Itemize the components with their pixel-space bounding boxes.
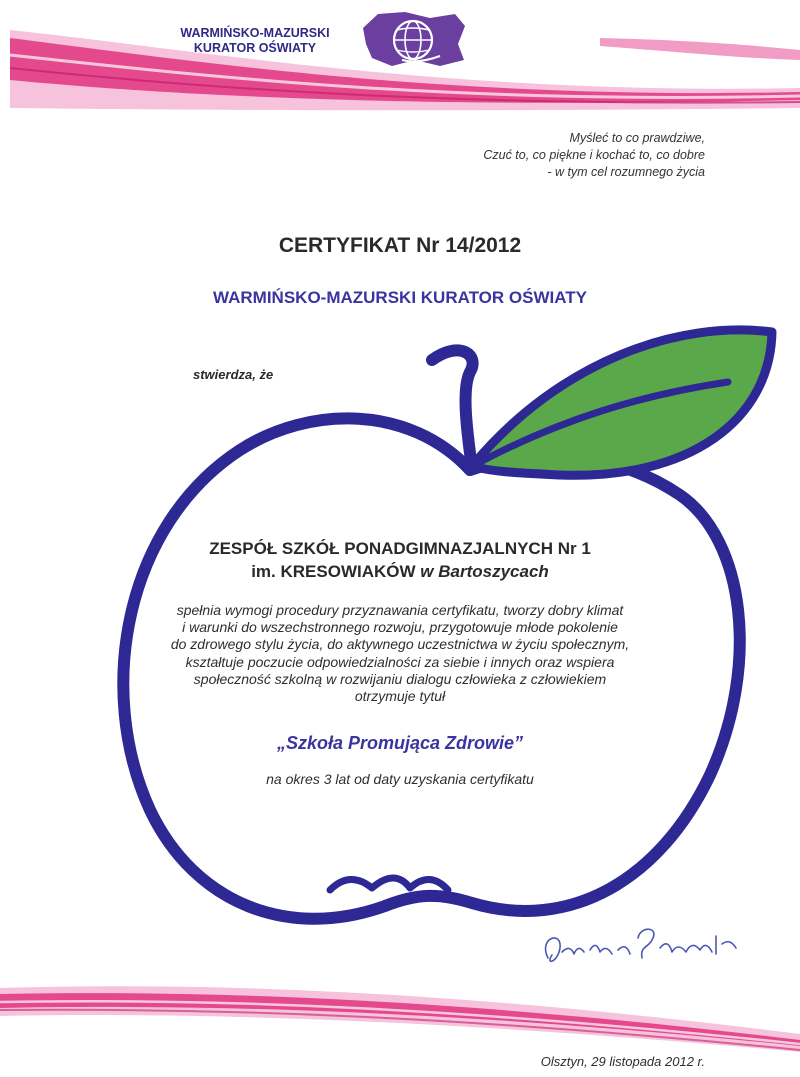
school-name [0, 537, 800, 583]
motto-line-2: Czuć to, co piękne i kochać to, co dobre [483, 148, 705, 162]
bottom-ribbon [0, 986, 800, 1052]
school-name-line-1: ZESPÓŁ SZKÓŁ PONADGIMNAZJALNYCH Nr 1 [209, 539, 591, 558]
description-line: i warunki do wszechstronnego rozwoju, przygotowuje młode pokolenie [182, 619, 618, 636]
certificate-title: CERTYFIKAT Nr 14/2012 [278, 234, 522, 257]
validity-period: na okres 3 lat od daty uzyskania certyfikatu [266, 771, 534, 787]
signature-image [546, 929, 736, 961]
school-name-line-2 [0, 560, 800, 583]
school-location: w Bartoszycach [420, 562, 549, 581]
curator-logo-icon [363, 12, 465, 66]
motto-quote [420, 130, 705, 181]
issuer-name: WARMIŃSKO-MAZURSKI KURATOR OŚWIATY [213, 288, 587, 307]
states-that-text: stwierdza, że [193, 367, 274, 382]
description-line: otrzymuje tytuł [354, 688, 446, 705]
school-patron: im. KRESOWIAKÓW [251, 562, 416, 581]
motto-line-1: Myśleć to co prawdziwe, [569, 131, 705, 145]
logo-line-1: WARMIŃSKO-MAZURSKI [180, 26, 330, 40]
award-title: „Szkoła Promująca Zdrowie” [276, 733, 524, 753]
place-and-date: Olsztyn, 29 listopada 2012 r. [540, 1054, 705, 1069]
certificate-description [90, 602, 710, 705]
motto-line-3: - w tym cel rozumnego życia [547, 165, 705, 179]
curator-logo-text [150, 26, 360, 56]
description-line: spełnia wymogi procedury przyznawania certyfikatu, tworzy dobry klimat [176, 602, 624, 618]
description-line: do zdrowego stylu życia, do aktywnego uczestnictwa w życiu społecznym, [170, 636, 630, 653]
logo-line-2: KURATOR OŚWIATY [193, 41, 317, 55]
description-line: kształtuje poczucie odpowiedzialności za siebie i innych oraz wspiera [185, 653, 615, 670]
description-line: społeczność szkolną w rozwijaniu dialogu człowieka z człowiekiem [193, 670, 607, 687]
